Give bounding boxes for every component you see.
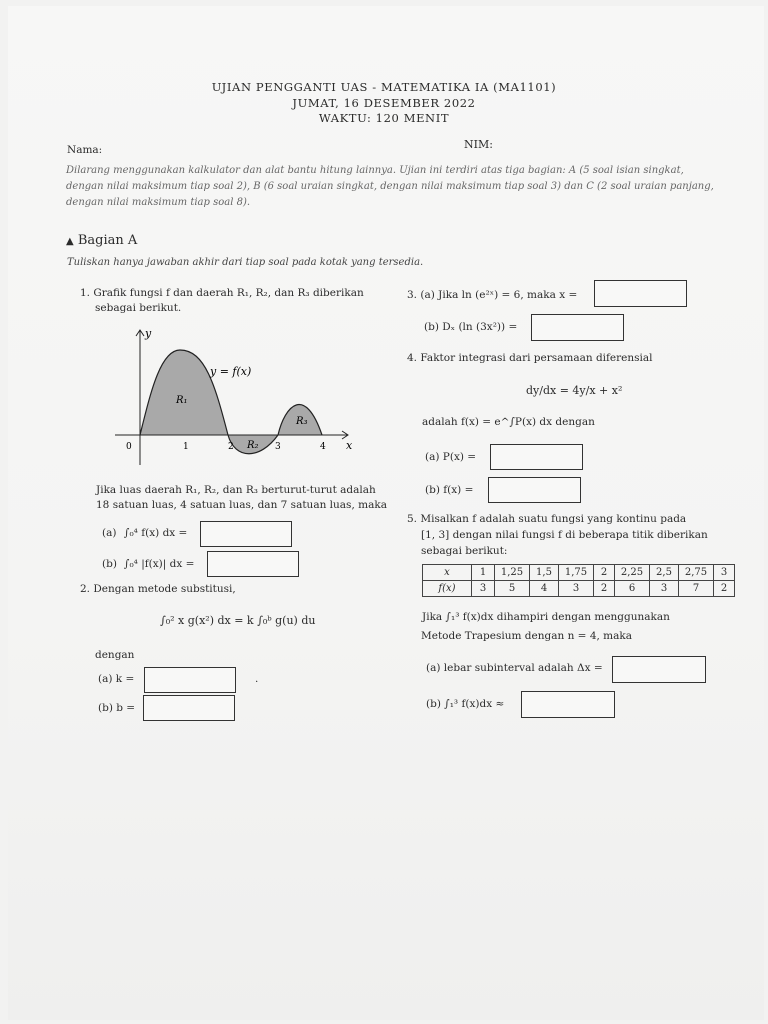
q1a-expression: ∫₀⁴ f(x) dx =: [124, 527, 188, 539]
q4-intro: 4. Faktor integrasi dari persamaan diferensial: [407, 352, 653, 364]
table-cell: 4: [530, 581, 559, 597]
q1-intro: 1. Grafik fungsi f dan daerah R₁, R₂, dan R₃ diberikan: [80, 287, 364, 299]
q5b-label: (b) ∫₁³ f(x)dx ≈: [426, 698, 505, 710]
region-r1-label: R₁: [176, 395, 188, 406]
table-cell: 2: [594, 581, 615, 597]
table-cell: 3: [650, 581, 679, 597]
table-cell: 6: [615, 581, 650, 597]
q1-text-2: 18 satuan luas, 4 satuan luas, dan 7 satuan luas, maka: [96, 499, 387, 511]
section-note: Tuliskan hanya jawaban akhir dari tiap soal pada kotak yang tersedia.: [67, 257, 424, 268]
table-cell: 3: [714, 565, 735, 581]
q4b-answer-box[interactable]: [488, 477, 581, 503]
table-header-fx: f(x): [423, 581, 472, 597]
q5-intro-3: sebagai berikut:: [421, 545, 508, 557]
q5-intro: 5. Misalkan f adalah suatu fungsi yang kontinu pada: [407, 513, 687, 525]
region-r2-label: R₂: [247, 440, 259, 451]
tick-2: 2: [228, 442, 234, 452]
section-title: Bagian A: [77, 233, 138, 248]
q1b-answer-box[interactable]: [207, 551, 299, 577]
table-cell: 1,25: [495, 565, 530, 581]
q4b-label: (b) f(x) =: [425, 484, 474, 496]
q5b-answer-box[interactable]: [521, 691, 615, 718]
table-cell: 2: [594, 565, 615, 581]
table-cell: 2,75: [679, 565, 714, 581]
q1-function-graph: [110, 325, 360, 475]
q5a-label: (a) lebar subinterval adalah Δx =: [426, 662, 603, 674]
q2-dot: .: [255, 673, 259, 685]
q5-text-2: Metode Trapesium dengan n = 4, maka: [421, 630, 633, 642]
name-field-label: Nama:: [67, 144, 103, 156]
section-marker-icon: ▲: [66, 236, 74, 247]
function-label: y = f(x): [210, 365, 252, 378]
instructions: Dilarang menggunakan kalkulator dan alat bantu hitung lainnya. Ujian ini terdiri atas tiga bagian: A (5 soal isian singkat, dengan nilai maksimum tiap soal 2), B (6 soal uraian singkat, dengan nilai maksimum tiap soal 3) dan C (2 soal uraian panjang, dengan nilai maksimum tiap soal 8).: [66, 165, 714, 208]
q3b-answer-box[interactable]: [531, 314, 624, 341]
exam-duration: WAKTU: 120 MENIT: [318, 111, 450, 125]
q2-dengan: dengan: [95, 649, 135, 661]
q2b-answer-box[interactable]: [143, 695, 235, 721]
tick-0: 0: [126, 442, 132, 452]
q5a-answer-box[interactable]: [612, 656, 706, 683]
q1a-label: (a): [102, 527, 117, 539]
q2a-answer-box[interactable]: [144, 667, 236, 693]
q3a-answer-box[interactable]: [594, 280, 687, 307]
q4a-label: (a) P(x) =: [425, 451, 477, 463]
table-row-x: [423, 565, 735, 581]
table-cell: 2,5: [650, 565, 679, 581]
q2b-label: (b) b =: [98, 702, 136, 714]
q3a-text: 3. (a) Jika ln (e²ˣ) = 6, maka x =: [407, 289, 578, 301]
q1-text: Jika luas daerah R₁, R₂, dan R₃ berturut-turut adalah: [96, 484, 376, 496]
table-header-x: x: [423, 565, 472, 581]
exam-date: JUMAT, 16 DESEMBER 2022: [292, 96, 476, 110]
q1-intro-2: sebagai berikut.: [95, 302, 182, 314]
x-axis-label: x: [346, 439, 353, 452]
q1b-expression: ∫₀⁴ |f(x)| dx =: [124, 558, 195, 570]
table-cell: 7: [679, 581, 714, 597]
q2-equation: ∫₀² x g(x²) dx = k ∫₀ᵇ g(u) du: [160, 614, 316, 627]
table-cell: 2,25: [615, 565, 650, 581]
q1a-answer-box[interactable]: [200, 521, 292, 547]
table-cell: 1: [472, 565, 495, 581]
q3b-text: (b) Dₓ (ln (3x²)) =: [424, 321, 518, 333]
table-cell: 3: [472, 581, 495, 597]
q5-text: Jika ∫₁³ f(x)dx dihampiri dengan menggunakan: [422, 611, 670, 623]
table-cell: 2: [714, 581, 735, 597]
q4-equation: dy/dx = 4y/x + x²: [526, 384, 623, 397]
q2-intro: 2. Dengan metode substitusi,: [80, 583, 236, 595]
q5-intro-2: [1, 3] dengan nilai fungsi f di beberapa titik diberikan: [421, 529, 708, 541]
table-row-fx: [423, 581, 735, 597]
region-r3-label: R₃: [296, 416, 308, 427]
section-header: [66, 233, 137, 248]
nim-field-label: NIM:: [464, 138, 493, 151]
table-cell: 5: [495, 581, 530, 597]
q4-text: adalah f(x) = e^∫P(x) dx dengan: [422, 416, 595, 428]
region-r1-shape: [140, 350, 228, 435]
table-cell: 1,75: [559, 565, 594, 581]
tick-1: 1: [183, 442, 189, 452]
q2a-label: (a) k =: [98, 673, 135, 685]
y-axis-label: y: [145, 327, 152, 340]
q4a-answer-box[interactable]: [490, 444, 583, 470]
tick-3: 3: [275, 442, 281, 452]
table-cell: 1,5: [530, 565, 559, 581]
table-cell: 3: [559, 581, 594, 597]
q1b-label: (b): [102, 558, 117, 570]
exam-title: UJIAN PENGGANTI UAS - MATEMATIKA IA (MA1101): [211, 80, 557, 94]
tick-4: 4: [320, 442, 326, 452]
q5-value-table: [422, 564, 735, 597]
